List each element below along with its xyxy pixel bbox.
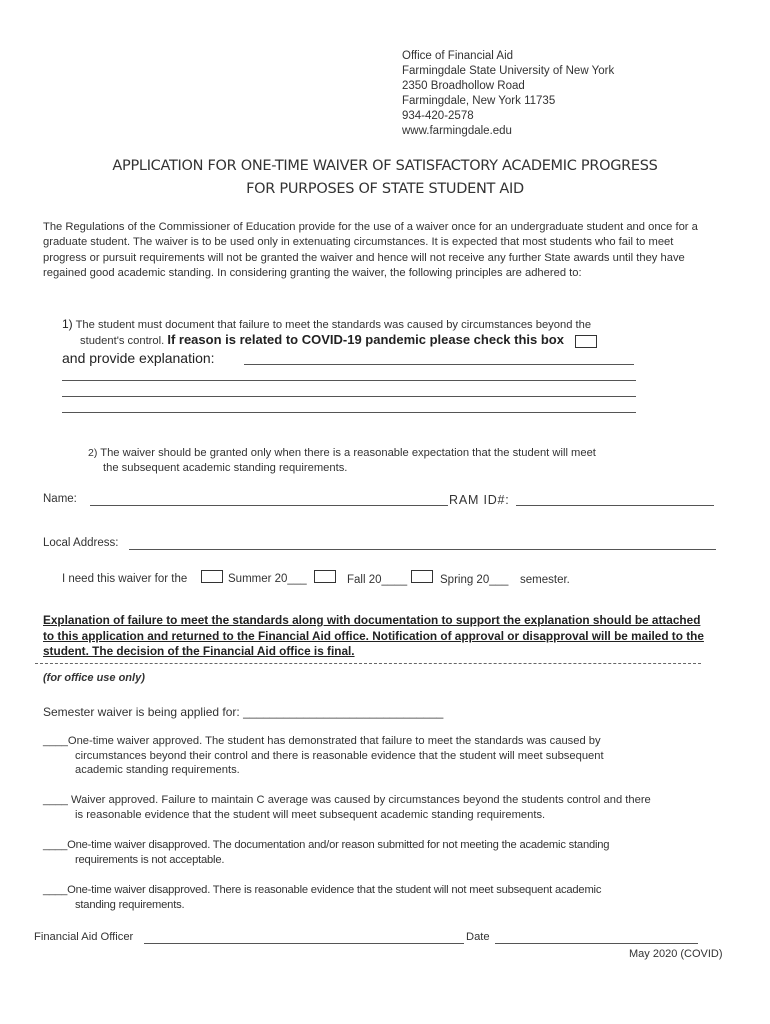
explanation-line-4[interactable] xyxy=(62,412,636,413)
explanation-line-3[interactable] xyxy=(62,396,636,397)
date-input[interactable] xyxy=(495,943,698,944)
intro-paragraph: The Regulations of the Commissioner of Education provide for the use of a waiver once for an undergraduate student and once for a graduate student. The waiver is to be used only in extenuating circumstances. It is expected that most students who fail to meet progress or pursuit requirements will not be granted the waiver and hence will not receive any further State awards until they have regained good academic standing. In considering granting the waiver, the following principles are adhered to: xyxy=(43,221,698,280)
signature-row xyxy=(34,931,133,943)
option-approved-2 xyxy=(43,793,733,822)
name-input[interactable] xyxy=(90,505,448,506)
principle-1-text-a: The student must document that failure to meet the standards was caused by circumstances beyond the xyxy=(75,319,592,331)
option-approved-2-line-a: ____ Waiver approved. Failure to maintain C average was caused by circumstances beyond the students control and there xyxy=(43,794,651,806)
office-address-block xyxy=(402,49,614,139)
form-title xyxy=(20,155,750,201)
phone-number: 934-420-2578 xyxy=(402,110,474,122)
option-disapproved-1 xyxy=(43,838,733,867)
office-use-heading: (for office use only) xyxy=(43,672,145,684)
principle-1-text-b: student's control. xyxy=(80,335,165,347)
option-approved-1 xyxy=(43,734,723,778)
covid-check-label: If reason is related to COVID-19 pandemic please check this box xyxy=(167,332,564,347)
option-disapproved-1-line-a: ____One-time waiver disapproved. The documentation and/or reason submitted for not meeting the academic standing xyxy=(43,839,610,851)
option-approved-1-line-a: ____One-time waiver approved. The student has demonstrated that failure to meet the standards was caused by xyxy=(43,735,601,747)
fall-checkbox[interactable] xyxy=(314,570,336,583)
spring-label: Spring 20___ xyxy=(440,574,509,586)
semester-waiver-field: Semester waiver is being applied for: ______________________________ xyxy=(43,705,444,719)
ram-id-input[interactable] xyxy=(516,505,714,506)
explanation-line-2[interactable] xyxy=(62,380,636,381)
local-address-input[interactable] xyxy=(129,549,716,550)
explanation-prompt xyxy=(62,350,215,366)
option-approved-1-line-c: academic standing requirements. xyxy=(75,764,240,777)
spring-checkbox[interactable] xyxy=(411,570,433,583)
option-disapproved-2 xyxy=(43,883,733,912)
form-title-line-2: FOR PURPOSES OF STATE STUDENT AID xyxy=(246,181,524,197)
option-disapproved-2-line-b: standing requirements. xyxy=(75,898,185,911)
office-use-divider xyxy=(35,663,701,664)
principle-1-line-2 xyxy=(80,332,597,349)
option-disapproved-2-line-a: ____One-time waiver disapproved. There is reasonable evidence that the student will not meet subsequent academic xyxy=(43,884,602,896)
principle-1-number: 1) xyxy=(62,317,73,331)
semester-prompt: I need this waiver for the xyxy=(62,573,188,585)
principle-2-number: 2) xyxy=(88,447,98,459)
option-approved-2-line-b: is reasonable evidence that the student will meet subsequent academic standing requirements. xyxy=(75,808,546,821)
option-disapproved-1-line-b: requirements is not acceptable. xyxy=(75,853,225,866)
explanation-line-1[interactable] xyxy=(244,364,634,365)
principle-1 xyxy=(62,317,662,333)
form-title-line-1: APPLICATION FOR ONE-TIME WAIVER OF SATISFACTORY ACADEMIC PROGRESS xyxy=(112,158,658,174)
website: www.farmingdale.edu xyxy=(402,125,512,137)
ram-id-label: RAM ID#: xyxy=(449,493,510,507)
submission-notice: Explanation of failure to meet the standards along with documentation to support the explanation should be attached to this application and returned to the Financial Aid office. Notification of approval or disapproval will be mailed to the student. The decision of the Financial Aid office is final. xyxy=(43,613,704,658)
summer-label: Summer 20___ xyxy=(228,573,307,585)
street-address: 2350 Broadhollow Road xyxy=(402,80,525,92)
date-label: Date xyxy=(466,931,490,943)
university-name: Farmingdale State University of New York xyxy=(402,65,615,77)
covid-checkbox[interactable] xyxy=(575,335,597,348)
semester-suffix: semester. xyxy=(520,574,570,586)
principle-2-text-a: The waiver should be granted only when there is a reasonable expectation that the student will meet xyxy=(100,447,596,459)
principle-2 xyxy=(88,446,648,476)
officer-signature-input[interactable] xyxy=(144,943,464,944)
principle-2-text-b: the subsequent academic standing requirements. xyxy=(103,462,348,474)
name-label: Name: xyxy=(43,493,77,505)
office-name: Office of Financial Aid xyxy=(402,50,514,62)
form-version: May 2020 (COVID) xyxy=(629,948,723,960)
summer-checkbox[interactable] xyxy=(201,570,223,583)
explanation-label: and provide explanation: xyxy=(62,350,215,366)
city-state-zip: Farmingdale, New York 11735 xyxy=(402,95,556,107)
financial-aid-officer-label: Financial Aid Officer xyxy=(34,931,134,943)
fall-label: Fall 20____ xyxy=(347,574,408,586)
option-approved-1-line-b: circumstances beyond their control and there is reasonable evidence that the student will meet subsequent xyxy=(75,749,604,762)
local-address-label: Local Address: xyxy=(43,537,119,549)
